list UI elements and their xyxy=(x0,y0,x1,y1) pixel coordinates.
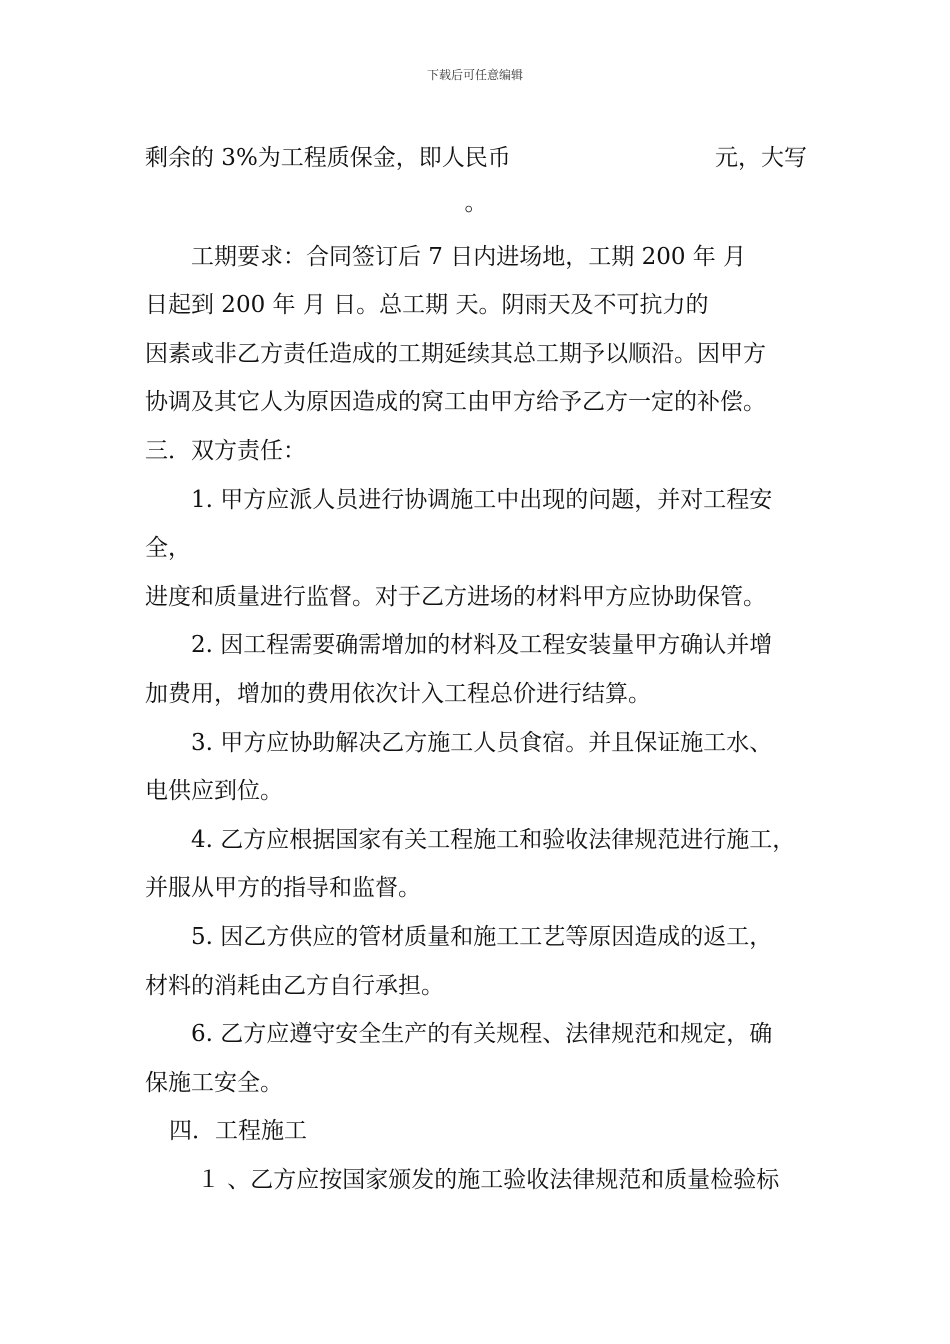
period-line-3: 因素或非乙方责任造成的工期延续其总工期予以顺沿。因甲方 xyxy=(145,340,766,367)
retention-period-mark: 。 xyxy=(464,189,488,216)
item-2-line-1: 2. 因工程需要确需增加的材料及工程安装量甲方确认并增 xyxy=(191,632,773,659)
retention-text-end: 元，大写 xyxy=(715,145,807,171)
period-line-4: 协调及其它人为原因造成的窝工由甲方给予乙方一定的补偿。 xyxy=(145,389,766,416)
section-4-item-1: １ 、乙方应按国家颁发的施工验收法律规范和质量检验标 xyxy=(197,1166,780,1193)
item-1-line-3: 进度和质量进行监督。对于乙方进场的材料甲方应协助保管。 xyxy=(145,583,766,610)
period-line-2: 日起到 200 年 月 日。总工期 天。阴雨天及不可抗力的 xyxy=(145,292,709,319)
item-1-line-1: 1. 甲方应派人员进行协调施工中出现的问题，并对工程安 xyxy=(191,486,773,513)
item-2-line-2: 加费用，增加的费用依次计入工程总价进行结算。 xyxy=(145,680,651,707)
item-5-line-1: 5. 因乙方供应的管材质量和施工工艺等原因造成的返工， xyxy=(191,923,773,950)
item-3-line-2: 电供应到位。 xyxy=(145,778,283,805)
page-header: 下载后可任意编辑 xyxy=(426,68,523,82)
item-4-line-2: 并服从甲方的指导和监督。 xyxy=(145,875,421,902)
item-5-line-2: 材料的消耗由乙方自行承担。 xyxy=(145,972,444,999)
paragraph-retention xyxy=(145,134,807,183)
section-3-title: 三．双方责任： xyxy=(145,437,306,464)
item-1-line-2: 全， xyxy=(145,535,191,562)
section-4-title: 四．工程施工 xyxy=(169,1118,307,1145)
item-4-line-1: 4. 乙方应根据国家有关工程施工和验收法律规范进行施工， xyxy=(191,826,796,853)
item-3-line-1: 3. 甲方应协助解决乙方施工人员食宿。并且保证施工水、 xyxy=(191,729,773,756)
item-6-line-2: 保施工安全。 xyxy=(145,1069,283,1096)
document-body xyxy=(145,134,807,1204)
item-6-line-1: 6. 乙方应遵守安全生产的有关规程、法律规范和规定，确 xyxy=(191,1021,773,1048)
period-line-1: 工期要求：合同签订后 7 日内进场地，工期 200 年 月 xyxy=(191,243,747,270)
retention-text: 剩余的 3%为工程质保金，即人民币 xyxy=(145,145,511,171)
